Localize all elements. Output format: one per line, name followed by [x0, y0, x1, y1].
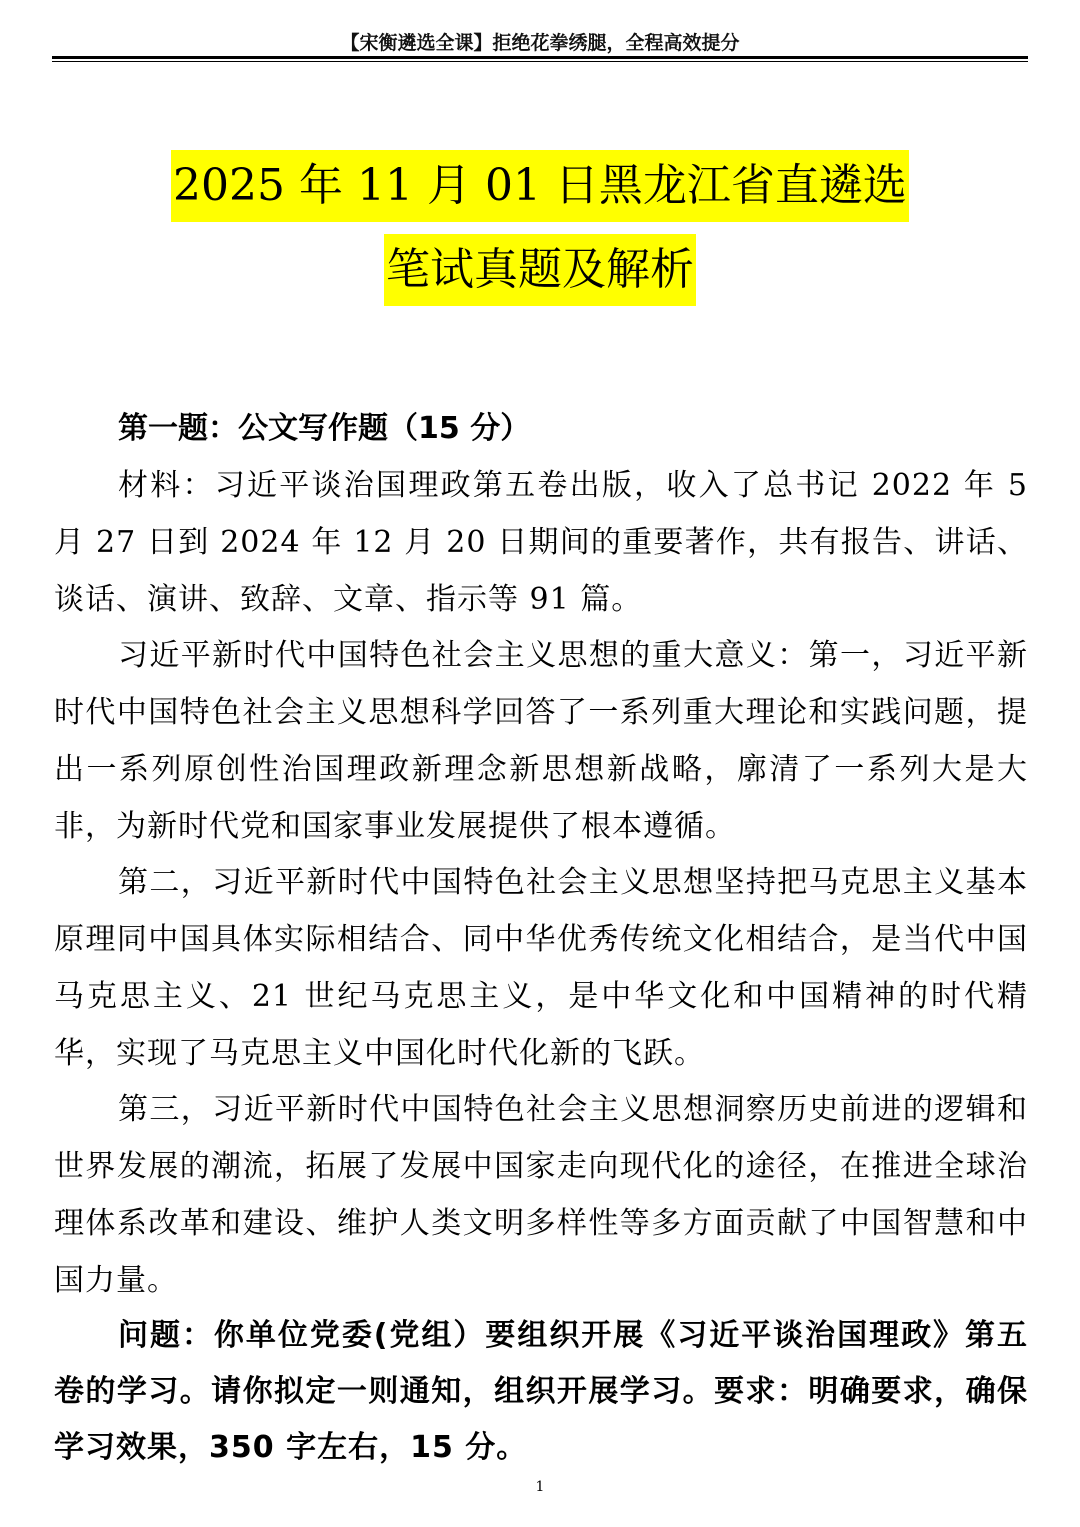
material-paragraph-3: 第二，习近平新时代中国特色社会主义思想坚持把马克思主义基本原理同中国具体实际相结合、同中华优秀传统文化相结合，是当代中国马克思主义、21 世纪马克思主义，是中华文化和中国精神的时代精华，实现了马克思主义中国化时代化新的飞跃。 [54, 865, 1028, 1071]
document-title-line-2 [0, 234, 1080, 306]
title-highlight-1: 2025 年 11 月 01 日黑龙江省直遴选 [171, 150, 909, 222]
question-task: 问题：你单位党委(党组）要组织开展《习近平谈治国理政》第五卷的学习。请你拟定一则通知，组织开展学习。要求：明确要求，确保学习效果，350 字左右，15 分。 [54, 1318, 1028, 1465]
header-divider-thick [52, 56, 1028, 59]
page-header: 【宋衡遴选全课】拒绝花拳绣腿，全程高效提分 [340, 32, 740, 54]
material-paragraph-4: 第三，习近平新时代中国特色社会主义思想洞察历史前进的逻辑和世界发展的潮流，拓展了发展中国家走向现代化的途径，在推进全球治理体系改革和建设、维护人类文明多样性等多方面贡献了中国智慧和中国力量。 [54, 1092, 1028, 1298]
material-paragraph-2: 习近平新时代中国特色社会主义思想的重大意义：第一，习近平新时代中国特色社会主义思想科学回答了一系列重大理论和实践问题，提出一系列原创性治国理政新理念新思想新战略，廓清了一系列大是大非，为新时代党和国家事业发展提供了根本遵循。 [54, 638, 1028, 844]
material-paragraph-1: 材料：习近平谈治国理政第五卷出版，收入了总书记 2022 年 5 月 27 日到 2024 年 12 月 20 日期间的重要著作，共有报告、讲话、谈话、演讲、致辞、文章、指示等 91 篇。 [54, 468, 1028, 617]
title-highlight-2: 笔试真题及解析 [384, 234, 696, 306]
document-title-line-1 [0, 150, 1080, 222]
question-heading: 第一题：公文写作题（15 分） [118, 411, 531, 446]
page-number: 1 [535, 1479, 545, 1495]
header-divider-thin [52, 61, 1028, 62]
